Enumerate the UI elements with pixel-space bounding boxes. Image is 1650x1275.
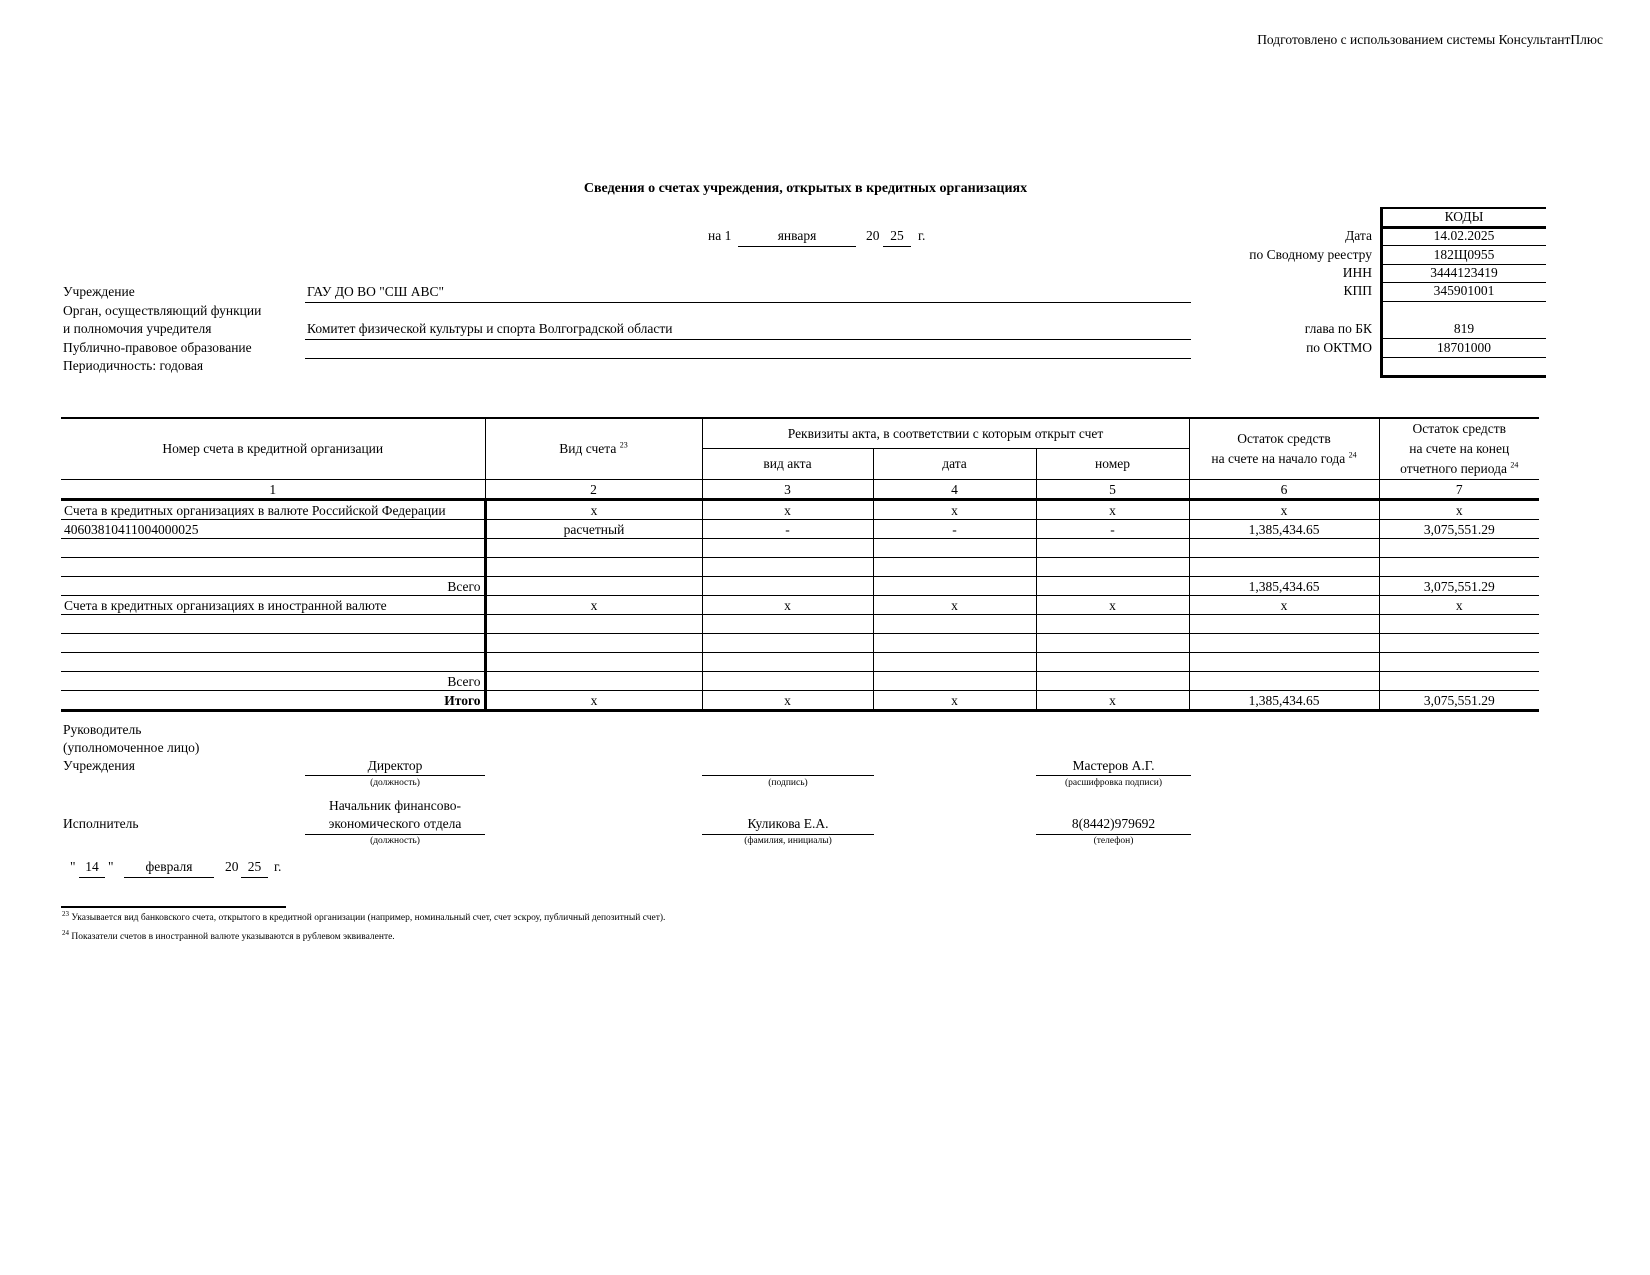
table-cell xyxy=(485,615,702,634)
column-number: 5 xyxy=(1036,480,1189,500)
table-cell xyxy=(702,672,873,691)
table-cell: Всего xyxy=(61,577,485,596)
code-value-oktmo: 18701000 xyxy=(1437,340,1491,355)
head-position: Директор xyxy=(367,758,423,773)
signing-date-suffix: г. xyxy=(274,859,282,874)
table-cell xyxy=(1036,558,1189,577)
table-cell: x xyxy=(1036,596,1189,615)
footnote-23-mark: 23 xyxy=(62,909,69,918)
table-cell: x xyxy=(1189,500,1379,520)
table-cell: x xyxy=(702,596,873,615)
table-cell xyxy=(873,558,1036,577)
table-cell xyxy=(61,634,485,653)
table-cell xyxy=(1036,615,1189,634)
table-cell xyxy=(485,558,702,577)
header-act-number: номер xyxy=(1036,449,1189,480)
header-account-number: Номер счета в кредитной организации xyxy=(61,418,485,480)
table-cell xyxy=(61,558,485,577)
header-end-balance: Остаток средств на счете на конец отчетного периода $^{24}$ xyxy=(1379,418,1539,480)
column-number: 7 xyxy=(1379,480,1539,500)
table-row xyxy=(61,634,1539,653)
table-cell xyxy=(873,539,1036,558)
table-cell xyxy=(873,615,1036,634)
date-suffix: г. xyxy=(918,228,926,243)
table-cell: x xyxy=(702,500,873,520)
table-row xyxy=(61,691,1539,711)
table-cell xyxy=(1189,672,1379,691)
table-cell xyxy=(1189,653,1379,672)
signing-date-day: 14 xyxy=(85,859,99,874)
table-cell xyxy=(1036,634,1189,653)
table-cell: 3,075,551.29 xyxy=(1379,691,1539,711)
periodicity: Периодичность: годовая xyxy=(63,358,204,373)
table-row xyxy=(61,500,1539,520)
source-note: Подготовлено с использованием системы КонсультантПлюс xyxy=(1257,32,1603,47)
footnote-24-mark: 24 xyxy=(62,928,69,937)
table-cell xyxy=(485,539,702,558)
report-date-line xyxy=(708,228,938,248)
table-cell xyxy=(1036,653,1189,672)
table-cell: Счета в кредитных организациях в иностранной валюте xyxy=(61,596,485,615)
table-cell: x xyxy=(1379,500,1539,520)
codes-header: КОДЫ xyxy=(1444,209,1484,224)
code-label-oktmo: по ОКТМО xyxy=(1306,340,1372,355)
table-cell xyxy=(1036,539,1189,558)
table-cell xyxy=(702,615,873,634)
table-cell xyxy=(485,672,702,691)
table-cell xyxy=(1036,672,1189,691)
code-value-date: 14.02.2025 xyxy=(1433,228,1495,243)
column-number: 3 xyxy=(702,480,873,500)
head-name-caption: (расшифровка подписи) xyxy=(1065,778,1162,788)
code-value-budget-chapter: 819 xyxy=(1453,321,1475,336)
footnote-ref-23: 23 xyxy=(619,440,628,450)
code-value-registry: 182Щ0955 xyxy=(1433,247,1495,262)
table-cell xyxy=(1189,539,1379,558)
accounts-table xyxy=(61,417,1539,712)
table-row xyxy=(61,520,1539,539)
code-value-inn: 3444123419 xyxy=(1430,265,1498,280)
founder-label-line2: и полномочия учредителя xyxy=(63,321,212,336)
code-label-budget-chapter: глава по БК xyxy=(1304,321,1372,336)
column-number-row xyxy=(61,480,1539,500)
date-month: января xyxy=(777,228,817,243)
header-act-date: дата xyxy=(873,449,1036,480)
table-cell xyxy=(61,615,485,634)
table-cell: расчетный xyxy=(485,520,702,539)
table-cell: x xyxy=(702,691,873,711)
head-label-line3: Учреждения xyxy=(63,758,135,773)
table-cell xyxy=(485,634,702,653)
date-prefix: на 1 xyxy=(708,228,732,243)
code-label-date: Дата xyxy=(1345,228,1372,243)
executor-label: Исполнитель xyxy=(63,816,139,831)
table-cell xyxy=(873,653,1036,672)
table-row xyxy=(61,672,1539,691)
table-row xyxy=(61,558,1539,577)
table-cell: x xyxy=(1379,596,1539,615)
head-position-caption: (должность) xyxy=(370,778,420,788)
executor-position-line1: Начальник финансово- xyxy=(328,798,462,813)
table-cell: - xyxy=(1036,520,1189,539)
head-label-line2: (уполномоченное лицо) xyxy=(63,740,200,755)
code-label-inn: ИНН xyxy=(1342,265,1372,280)
date-year-prefix: 20 xyxy=(866,228,880,243)
table-cell: x xyxy=(1036,500,1189,520)
table-cell xyxy=(1379,634,1539,653)
executor-phone-caption: (телефон) xyxy=(1093,836,1134,846)
founder-label-line1: Орган, осуществляющий функции xyxy=(63,303,262,318)
table-cell: 3,075,551.29 xyxy=(1379,577,1539,596)
signing-date-quote-open: " xyxy=(70,859,76,874)
table-cell xyxy=(1189,615,1379,634)
table-cell xyxy=(702,653,873,672)
table-cell xyxy=(485,577,702,596)
table-cell: x xyxy=(873,691,1036,711)
table-cell: x xyxy=(485,500,702,520)
column-number: 1 xyxy=(61,480,485,500)
table-cell: Всего xyxy=(61,672,485,691)
table-cell xyxy=(1189,634,1379,653)
table-cell: 1,385,434.65 xyxy=(1189,520,1379,539)
table-cell xyxy=(873,577,1036,596)
table-cell: x xyxy=(1189,596,1379,615)
table-cell: 40603810411004000025 xyxy=(61,520,485,539)
table-cell xyxy=(873,672,1036,691)
table-cell: 3,075,551.29 xyxy=(1379,520,1539,539)
executor-position-line2: экономического отдела xyxy=(328,816,462,831)
footnote-23: $^{23}$ Указывается вид банковского счета, открытого в кредитной организации (например, номинальный счет, счет эскроу, публичный депозитный счет). xyxy=(62,909,666,923)
footnote-24: $^{24}$ Показатели счетов в иностранной валюте указываются в рублевом эквиваленте. xyxy=(62,928,395,942)
table-cell xyxy=(1379,615,1539,634)
table-cell: - xyxy=(702,520,873,539)
signing-date-year-prefix: 20 xyxy=(225,859,239,874)
table-row xyxy=(61,653,1539,672)
head-label-line1: Руководитель xyxy=(63,722,142,737)
footnote-ref-24: 24 xyxy=(1510,460,1519,470)
header-act-details: Реквизиты акта, в соответствии с которым открыт счет xyxy=(702,418,1189,449)
table-cell: x xyxy=(873,500,1036,520)
date-year: 25 xyxy=(890,228,904,243)
table-cell xyxy=(1379,558,1539,577)
table-row xyxy=(61,596,1539,615)
table-cell: - xyxy=(873,520,1036,539)
institution-value: ГАУ ДО ВО "СШ АВС" xyxy=(307,284,445,299)
signing-date-year: 25 xyxy=(247,859,262,874)
head-name: Мастеров А.Г. xyxy=(1072,758,1155,773)
table-cell: 1,385,434.65 xyxy=(1189,691,1379,711)
column-number: 4 xyxy=(873,480,1036,500)
executor-name: Куликова Е.А. xyxy=(747,816,829,831)
table-cell xyxy=(1379,672,1539,691)
table-cell xyxy=(1036,577,1189,596)
table-cell xyxy=(702,539,873,558)
table-cell: x xyxy=(485,691,702,711)
executor-position-caption: (должность) xyxy=(370,836,420,846)
code-label-registry: по Сводному реестру xyxy=(1249,247,1372,262)
table-cell: x xyxy=(1036,691,1189,711)
table-row xyxy=(61,577,1539,596)
header-account-type: Вид счета $^{23}$ xyxy=(485,418,702,480)
table-cell: Итого xyxy=(61,691,485,711)
table-cell xyxy=(485,653,702,672)
table-cell xyxy=(873,634,1036,653)
executor-name-caption: (фамилия, инициалы) xyxy=(744,836,832,846)
table-cell: x xyxy=(873,596,1036,615)
code-value-kpp: 345901001 xyxy=(1433,283,1495,298)
table-cell xyxy=(702,577,873,596)
document-title: Сведения о счетах учреждения, открытых в кредитных организациях xyxy=(583,181,1028,196)
table-cell xyxy=(61,539,485,558)
table-row xyxy=(61,539,1539,558)
table-cell xyxy=(702,558,873,577)
table-cell: Счета в кредитных организациях в валюте Российской Федерации xyxy=(61,500,485,520)
table-cell xyxy=(1379,653,1539,672)
table-cell xyxy=(61,653,485,672)
founder-value: Комитет физической культуры и спорта Волгоградской области xyxy=(307,321,673,336)
institution-label: Учреждение xyxy=(63,284,135,299)
signing-date xyxy=(70,859,310,879)
table-cell: x xyxy=(485,596,702,615)
header-act-type: вид акта xyxy=(702,449,873,480)
signing-date-month: февраля xyxy=(145,859,193,874)
table-cell xyxy=(702,634,873,653)
head-signature-caption: (подпись) xyxy=(768,778,808,788)
table-cell: 1,385,434.65 xyxy=(1189,577,1379,596)
column-number: 6 xyxy=(1189,480,1379,500)
code-label-kpp: КПП xyxy=(1343,283,1372,298)
table-row xyxy=(61,615,1539,634)
public-entity-label: Публично-правовое образование xyxy=(63,340,252,355)
table-cell xyxy=(1379,539,1539,558)
footnote-ref-24: 24 xyxy=(1348,450,1357,460)
signing-date-quote-close: " xyxy=(108,859,114,874)
column-number: 2 xyxy=(485,480,702,500)
table-cell xyxy=(1189,558,1379,577)
header-start-balance: Остаток средств на счете на начало года $^{24}$ xyxy=(1189,418,1379,480)
executor-phone: 8(8442)979692 xyxy=(1071,816,1156,831)
